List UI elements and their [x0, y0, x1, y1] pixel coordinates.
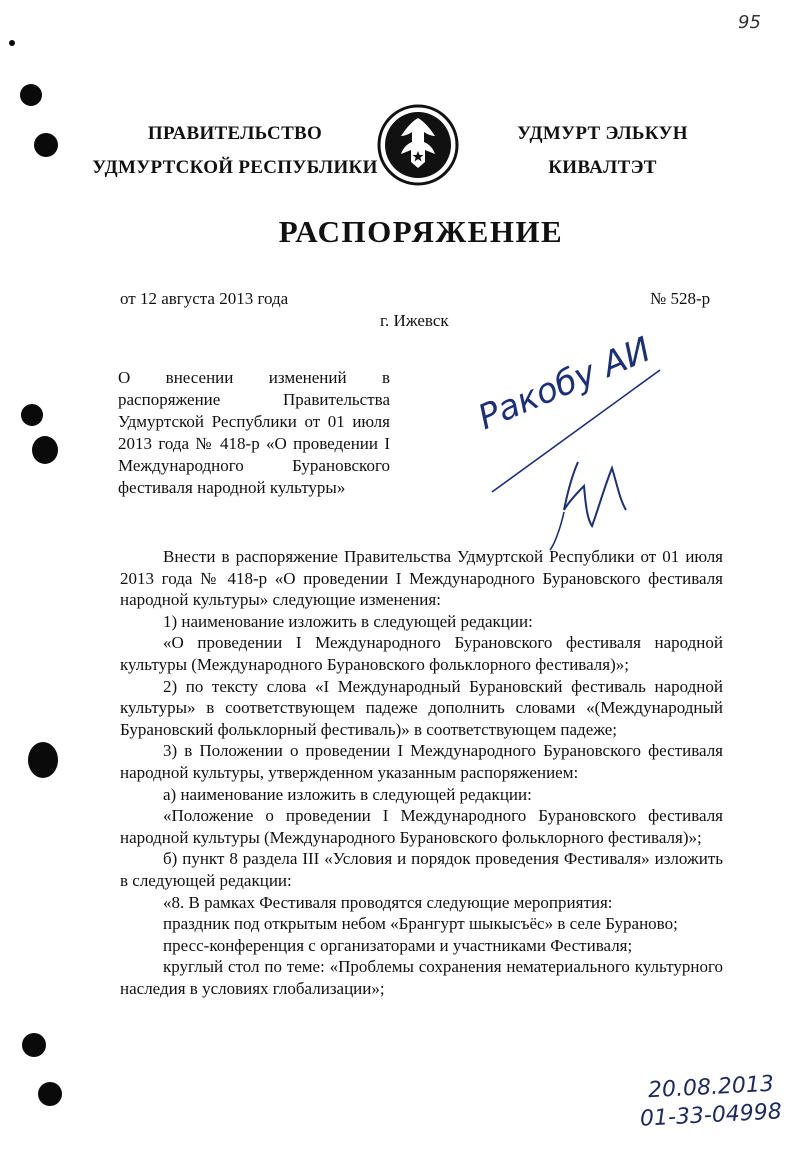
punch-hole — [34, 133, 58, 157]
body-paragraph: б) пункт 8 раздела III «Условия и порядок проведения Фестиваля» изложить в следующей редакции: — [120, 849, 723, 890]
body-paragraph: 3) в Положении о проведении I Международного Бурановского фестиваля народной культуры, утвержденном указанным распоряжением: — [120, 741, 723, 782]
gov-name-russian — [85, 117, 385, 185]
registration-date: 20.08.2013 — [647, 1071, 775, 1104]
body-paragraph: 1) наименование изложить в следующей редакции: — [163, 611, 533, 631]
document-number: № 528-р — [650, 289, 711, 308]
document-title: РАСПОРЯЖЕНИЕ — [278, 214, 564, 249]
document-subject: О внесении изменений в распоряжение Правительства Удмуртской Республики от 01 июля 2013 года № 418-р «О проведении I Международного Бурановского фестиваля народной культуры» — [118, 368, 390, 497]
page-number: 95 — [738, 12, 761, 33]
punch-hole — [20, 84, 42, 106]
document-city: г. Ижевск — [380, 311, 449, 330]
body-paragraph: пресс-конференция с организаторами и участниками Фестиваля; — [163, 935, 633, 955]
handwritten-resolution: Ракобу АИ — [472, 329, 657, 438]
gov-name-ru-line1: ПРАВИТЕЛЬСТВО — [147, 123, 323, 144]
body-paragraph: круглый стол по теме: «Проблемы сохранения нематериального культурного наследия в условиях глобализации»; — [120, 957, 723, 998]
scan-speck — [9, 40, 15, 46]
gov-name-udm-line2: КИВАЛТЭТ — [548, 157, 657, 178]
body-paragraph: «О проведении I Международного Бурановского фестиваля народной культуры (Международного Бурановского фольклорного фестиваля)»; — [120, 633, 723, 674]
resolution-signature — [480, 360, 680, 560]
gov-name-udmurt — [480, 117, 725, 185]
punch-hole — [22, 1033, 46, 1057]
document-body — [120, 546, 723, 999]
punch-hole — [21, 404, 43, 426]
body-paragraph: а) наименование изложить в следующей редакции: — [163, 784, 532, 804]
punch-hole — [38, 1082, 62, 1106]
registration-number: 01-33-04998 — [639, 1099, 783, 1132]
gov-name-ru-line2: УДМУРТСКОЙ РЕСПУБЛИКИ — [92, 157, 378, 178]
body-paragraph: «8. В рамках Фестиваля проводятся следующие мероприятия: — [163, 892, 613, 912]
body-paragraph: 2) по тексту слова «I Международный Бурановский фестиваль народной культуры» в соответствующем падеже дополнить словами «(Международный Бурановский фольклорный фестиваль)» в соответствующем падеже; — [120, 676, 723, 739]
body-paragraph: «Положение о проведении I Международного Бурановского фестиваля народной культуры (Международного Бурановского фольклорного фестиваля)»; — [120, 806, 723, 847]
body-paragraph: праздник под открытым небом «Брангурт шыкысъёс» в селе Бураново; — [163, 914, 678, 934]
punch-hole — [32, 436, 58, 464]
punch-hole — [28, 742, 58, 778]
document-date: от 12 августа 2013 года — [120, 289, 289, 308]
gov-name-udm-line1: УДМУРТ ЭЛЬКУН — [517, 123, 688, 144]
body-paragraph: Внести в распоряжение Правительства Удмуртской Республики от 01 июля 2013 года № 418-р «О проведении I Международного Бурановского фестиваля народной культуры» следующие изменения: — [120, 547, 723, 610]
udmurt-emblem-icon — [377, 104, 459, 186]
